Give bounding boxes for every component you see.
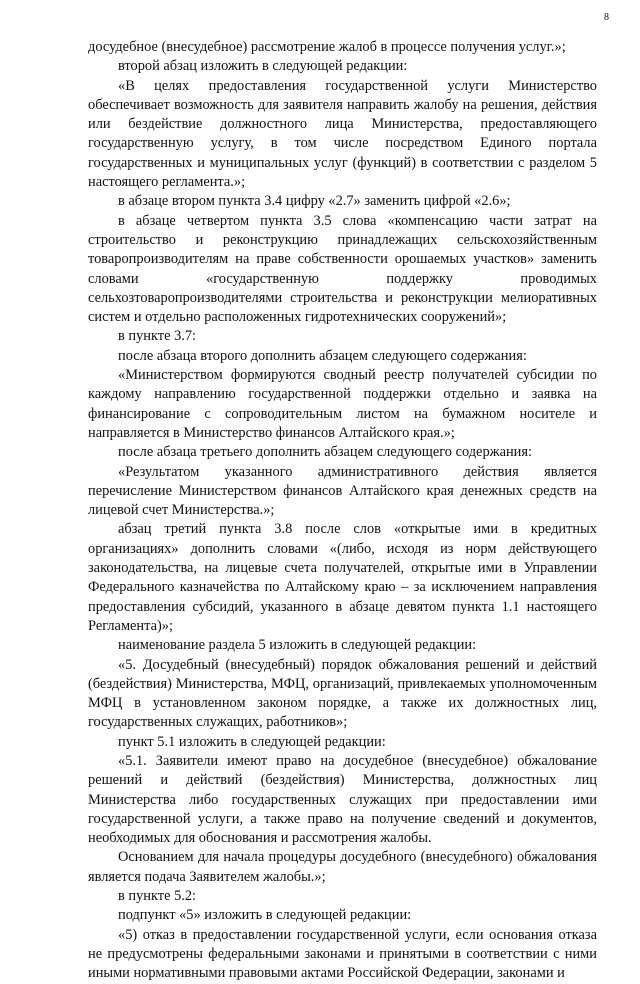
paragraph: после абзаца третьего дополнить абзацем следующего содержания: bbox=[118, 444, 532, 461]
paragraph: абзац третий пункта 3.8 после слов «открытые ими в кредитных организациях» дополнить словами «(либо, исходя из норм действующего законодательства, на лицевые счета получателей, открытые ими в Управлении Федерального казначейства по Алтайскому краю – за исключением направления предоставления субсидий, указанного в абзаце девятом пункта 1.1 настоящего Регламента)»; bbox=[88, 521, 597, 634]
page-number: 8 bbox=[604, 12, 609, 23]
paragraph: досудебное (внесудебное) рассмотрение жалоб в процессе получения услуг.»; bbox=[88, 39, 566, 55]
paragraph: в абзаце втором пункта 3.4 цифру «2.7» заменить цифрой «2.6»; bbox=[118, 193, 511, 210]
paragraph: пункт 5.1 изложить в следующей редакции: bbox=[118, 733, 386, 750]
paragraph: «5.1. Заявители имеют право на досудебное (внесудебное) обжалование решений и действий (бездействия) Министерства, должностных лиц Министерства либо государственных служащих при предоставлении ими государственной услуги, а также право на получение сведений и документов, необходимых для обоснования и рассмотрения жалобы. bbox=[88, 752, 597, 847]
paragraph: Основанием для начала процедуры досудебного (внесудебного) обжалования является подача Заявителем жалобы.»; bbox=[88, 849, 597, 885]
paragraph: «В целях предоставления государственной услуги Министерство обеспечивает возможность для заявителя направить жалобу на решения, действия или бездействие должностного лица Министерства, предоставляющего государственную услугу, в том числе посредством Единого портала государственных и муниципальных услуг (функций) в соответствии с разделом 5 настоящего регламента.»; bbox=[88, 77, 597, 191]
paragraph: наименование раздела 5 изложить в следующей редакции: bbox=[118, 637, 477, 654]
paragraph: второй абзац изложить в следующей редакции: bbox=[118, 58, 408, 75]
document-body bbox=[88, 38, 597, 984]
paragraph: подпункт «5» изложить в следующей редакции: bbox=[118, 907, 412, 924]
paragraph: в пункте 5.2: bbox=[118, 888, 197, 905]
paragraph: «Результатом указанного административного действия является перечисление Министерством финансов Алтайского края денежных средств на лицевой счет Министерства.»; bbox=[88, 463, 597, 519]
paragraph: после абзаца второго дополнить абзацем следующего содержания: bbox=[118, 347, 527, 364]
paragraph: «Министерством формируются сводный реестр получателей субсидии по каждому направлению государственной поддержки отдельно и заявка на финансирование с сопроводительным листом на бумажном носителе и направляется в Министерство финансов Алтайского края.»; bbox=[88, 367, 597, 441]
paragraph: «5) отказ в предоставлении государственной услуги, если основания отказа не предусмотрены федеральными законами и принятыми в соответствии с ними иными нормативными правовыми актами Российской Федерации, законами и bbox=[88, 926, 597, 982]
paragraph: в пункте 3.7: bbox=[118, 328, 197, 345]
paragraph: «5. Досудебный (внесудебный) порядок обжалования решений и действий (бездействия) Министерства, МФЦ, организаций, привлекаемых уполномоченным МФЦ в установленном законом порядке, а также их должностных лиц, государственных служащих, работников»; bbox=[88, 656, 597, 731]
paragraph: в абзаце четвертом пункта 3.5 слова «компенсацию части затрат на строительство и реконструкцию принадлежащих сельскохозяйственным товаропроизводителям на праве собственности орошаемых участков» заменить словами «государственную поддержку проводимых сельхозтоваропроизводителями строительства и реконструкции мелиоративных систем и отдельно расположенных гидротехнических сооружений»; bbox=[88, 212, 597, 326]
